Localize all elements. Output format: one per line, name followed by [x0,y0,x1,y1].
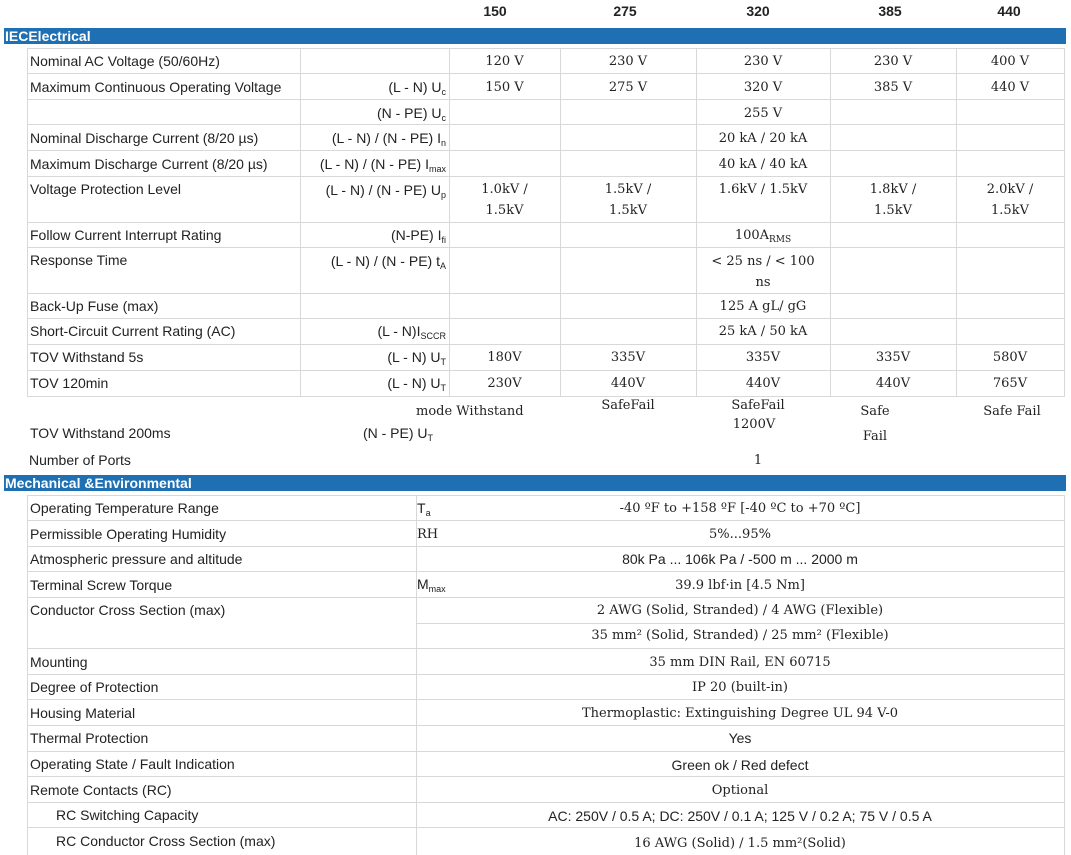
row-label-humidity: Permissible Operating Humidity [30,526,227,542]
row-label-remote-contacts: Remote Contacts (RC) [30,782,172,798]
value-cell: 230 V [873,54,913,69]
row-label-ports: Number of Ports [29,452,131,468]
column-header-150: 150 [483,3,507,19]
row-label-operating-temperature: Operating Temperature Range [30,500,219,516]
symbol-cell: (L - N) / (N - PE) $I_{max}$ [319,156,446,174]
row-label-rc-switching: RC Switching Capacity [56,807,199,823]
value-cell: Yes [728,730,752,746]
value-cell: Safe [860,404,890,419]
value-cell: 335V [745,350,781,365]
value-cell: 275 V [608,80,648,95]
value-cell: 320 V [743,80,783,95]
row-label-cross-section: Conductor Cross Section (max) [30,602,226,618]
value-cell: IP 20 (built-in) [692,680,788,695]
row-label-tov-200ms: TOV Withstand 200ms [30,425,171,441]
value-cell: < 25 ns / < 100 [711,254,815,269]
row-label-mounting: Mounting [30,654,88,670]
value-cell: 1 [753,453,763,468]
value-cell: 1.5kV / [604,182,652,197]
row-label-screw-torque: Terminal Screw Torque [30,577,173,593]
value-cell: 440V [610,376,646,391]
value-cell: 35 mm DIN Rail, EN 60715 [649,655,831,670]
value-cell: SafeFail [601,398,655,413]
value-cell: Fail [862,429,888,444]
row-label-nominal-discharge: Nominal Discharge Current (8/20 µs) [30,130,259,146]
symbol-cell: (L - N) / (N - PE) $t_A$ [330,253,446,271]
value-cell: 2.0kV / [986,182,1034,197]
value-cell: 230V [487,376,522,391]
symbol-cell: (L - N) / (N - PE) $U_p$ [325,182,446,200]
value-cell: 5%...95% [709,527,771,542]
value-cell: 39.9 lbf·in [4.5 Nm] [675,578,805,593]
row-label-tov-120min: TOV 120min [30,375,109,391]
symbol-cell: $T_a$ [417,500,431,518]
row-label-degree-protection: Degree of Protection [30,679,159,695]
value-cell: 230 V [608,54,648,69]
symbol-cell: (L - N) $U_T$ [387,375,446,393]
value-cell: 1.5kV [609,203,647,218]
value-cell: -40 ºF to +158 ºF [-40 ºC to +70 ºC] [619,501,861,516]
row-label-nominal-ac-voltage: Nominal AC Voltage (50/60Hz) [30,53,220,69]
value-cell: Thermoplastic: Extinguishing Degree UL 94 V-0 [581,706,899,721]
row-label-response-time: Response Time [30,252,128,268]
tov200-mode: mode Withstand [416,404,524,419]
column-header-385: 385 [878,3,902,19]
value-cell: 230 V [743,54,783,69]
value-cell: Safe Fail [983,404,1041,419]
value-cell: Optional [711,783,769,798]
symbol-cell: (N - PE) $U_T$ [362,425,433,443]
value-cell: 1.0kV / [481,182,528,197]
value-cell: 20 kA / 20 kA [718,131,808,146]
value-cell: 440V [745,376,781,391]
value-cell: 1.8kV / [869,182,917,197]
symbol-cell: (N - PE) $U_c$ [376,105,446,123]
value-cell: SafeFail [731,398,785,413]
value-cell: 440V [875,376,911,391]
row-label-housing: Housing Material [30,705,136,721]
symbol-cell: (L - N) $U_T$ [387,349,446,367]
row-label-max-discharge: Maximum Discharge Current (8/20 µs) [30,156,268,172]
value-cell: 255 V [743,106,783,121]
row-label-mcov: Maximum Continuous Operating Voltage [30,79,282,95]
value-cell: 40 kA / 40 kA [718,157,808,172]
value-cell: 440 V [990,80,1030,95]
column-header-320: 320 [746,3,770,19]
value-cell: 580V [992,350,1028,365]
value-cell: Green ok / Red defect [671,757,809,773]
value-cell: 35 mm² (Solid, Stranded) / 25 mm² (Flexible) [591,628,889,643]
value-cell: 335V [875,350,911,365]
row-label-sccr: Short-Circuit Current Rating (AC) [30,323,236,339]
symbol-cell: (N-PE) $I_{fi}$ [390,227,446,245]
value-cell: 400 V [990,54,1030,69]
row-label-pressure: Atmospheric pressure and altitude [30,551,243,567]
symbol-cell: (L - N) / (N - PE) $I_n$ [331,130,446,148]
row-label-follow-current: Follow Current Interrupt Rating [30,227,222,243]
row-label-tov-5s: TOV Withstand 5s [30,349,144,365]
value-cell: 150 V [485,80,524,95]
value-cell: $100A_{RMS}$ [734,228,792,245]
value-cell: 385 V [873,80,913,95]
value-cell: 80k Pa ... 106k Pa / -500 m ... 2000 m [622,551,858,567]
value-cell: 120 V [485,54,524,69]
value-cell: ns [755,275,771,290]
value-cell: 16 AWG (Solid) / 1.5 mm²(Solid) [634,836,846,851]
row-label-rc-cross-section: RC Conductor Cross Section (max) [56,833,276,849]
value-cell: 1200V [732,417,776,432]
row-label-vpl: Voltage Protection Level [30,181,181,197]
value-cell: 180V [487,350,522,365]
symbol-cell: (L - N) $U_c$ [388,79,446,97]
value-cell: 335V [610,350,646,365]
value-cell: 1.5kV [874,203,912,218]
column-header-275: 275 [613,3,637,19]
section-header-mechanical: Mechanical &Environmental [4,475,1066,491]
value-cell: 2 AWG (Solid, Stranded) / 4 AWG (Flexible) [596,603,884,618]
value-cell: 125 A gL/ gG [719,299,807,314]
value-cell: 1.6kV / 1.5kV [718,182,808,197]
value-cell: 1.5kV [991,203,1029,218]
symbol-cell: RH [417,527,439,542]
symbol-cell: $(L - N)I_{SCCR}$ [377,323,446,341]
symbol-cell: $M_{max}$ [417,576,446,594]
value-cell: 765V [992,376,1028,391]
row-label-fault-indication: Operating State / Fault Indication [30,756,235,772]
row-label-thermal: Thermal Protection [30,730,149,746]
section-header-iec: IECElectrical [4,28,1066,44]
row-label-backup-fuse: Back-Up Fuse (max) [30,298,159,314]
value-cell: 25 kA / 50 kA [718,324,808,339]
column-header-440: 440 [997,3,1021,19]
value-cell: 1.5kV [485,203,524,218]
value-cell: AC: 250V / 0.5 A; DC: 250V / 0.1 A; 125 V / 0.2 A; 75 V / 0.5 A [548,808,932,824]
